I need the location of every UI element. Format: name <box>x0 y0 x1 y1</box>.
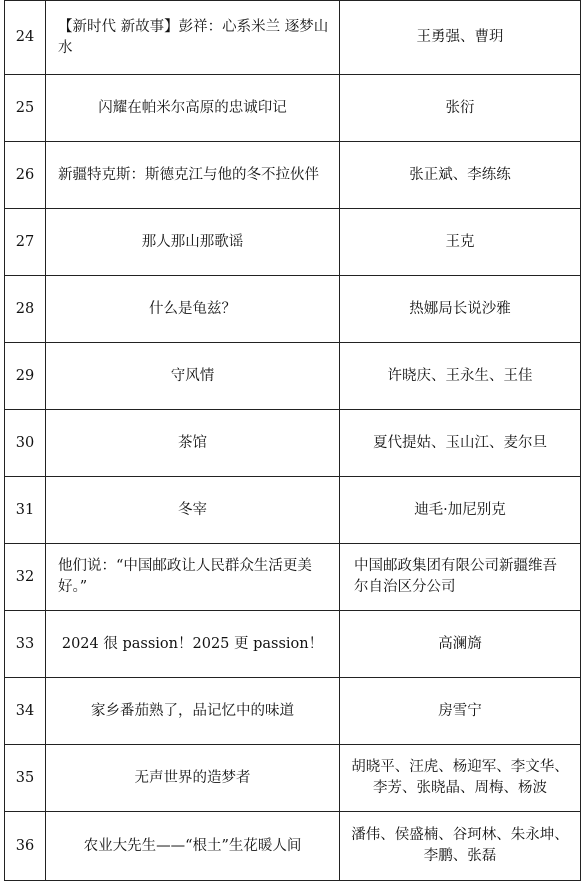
row-number-cell: 36 <box>5 812 46 881</box>
work-title-cell: 茶馆 <box>46 410 340 477</box>
author-cell: 迪毛·加尼别克 <box>340 477 581 544</box>
work-title-cell: 守风情 <box>46 343 340 410</box>
row-number-cell: 35 <box>5 745 46 812</box>
work-title-cell: 家乡番茄熟了，品记忆中的味道 <box>46 678 340 745</box>
work-title-cell: 2024 很 passion！2025 更 passion！ <box>46 611 340 678</box>
table-row <box>5 745 581 812</box>
author-cell: 中国邮政集团有限公司新疆维吾尔自治区分公司 <box>340 544 581 611</box>
table-row <box>5 209 581 276</box>
author-cell: 张衍 <box>340 75 581 142</box>
table-row <box>5 276 581 343</box>
author-cell: 夏代提姑、玉山江、麦尔旦 <box>340 410 581 477</box>
row-number-cell: 24 <box>5 1 46 75</box>
work-title-cell: 新疆特克斯：斯德克江与他的冬不拉伙伴 <box>46 142 340 209</box>
row-number-cell: 25 <box>5 75 46 142</box>
author-cell: 许晓庆、王永生、王佳 <box>340 343 581 410</box>
row-number-cell: 34 <box>5 678 46 745</box>
author-cell: 张正斌、李练练 <box>340 142 581 209</box>
row-number-cell: 28 <box>5 276 46 343</box>
works-table-body <box>5 1 581 881</box>
author-cell: 胡晓平、汪虎、杨迎军、李文华、李芳、张晓晶、周梅、杨波 <box>340 745 581 812</box>
row-number-cell: 26 <box>5 142 46 209</box>
table-row <box>5 611 581 678</box>
row-number-cell: 27 <box>5 209 46 276</box>
table-row <box>5 75 581 142</box>
author-cell: 王勇强、曹玥 <box>340 1 581 75</box>
table-row <box>5 812 581 881</box>
work-title-cell: 闪耀在帕米尔高原的忠诚印记 <box>46 75 340 142</box>
document-table-container <box>4 0 580 881</box>
table-row <box>5 142 581 209</box>
author-cell: 王克 <box>340 209 581 276</box>
author-cell: 高澜旖 <box>340 611 581 678</box>
row-number-cell: 31 <box>5 477 46 544</box>
row-number-cell: 32 <box>5 544 46 611</box>
work-title-cell: 农业大先生——“根土”生花暖人间 <box>46 812 340 881</box>
work-title-cell: 【新时代 新故事】彭祥：心系米兰 逐梦山水 <box>46 1 340 75</box>
work-title-cell: 什么是龟兹？ <box>46 276 340 343</box>
row-number-cell: 30 <box>5 410 46 477</box>
work-title-cell: 无声世界的造梦者 <box>46 745 340 812</box>
author-cell: 潘伟、侯盛楠、谷珂林、朱永坤、李鹏、张磊 <box>340 812 581 881</box>
works-table <box>4 0 581 881</box>
row-number-cell: 33 <box>5 611 46 678</box>
table-row <box>5 477 581 544</box>
table-row <box>5 343 581 410</box>
table-row <box>5 678 581 745</box>
row-number-cell: 29 <box>5 343 46 410</box>
work-title-cell: 那人那山那歌谣 <box>46 209 340 276</box>
work-title-cell: 他们说：“中国邮政让人民群众生活更美好。” <box>46 544 340 611</box>
work-title-cell: 冬宰 <box>46 477 340 544</box>
table-row <box>5 544 581 611</box>
author-cell: 热娜局长说沙雅 <box>340 276 581 343</box>
table-row <box>5 410 581 477</box>
author-cell: 房雪宁 <box>340 678 581 745</box>
table-row <box>5 1 581 75</box>
